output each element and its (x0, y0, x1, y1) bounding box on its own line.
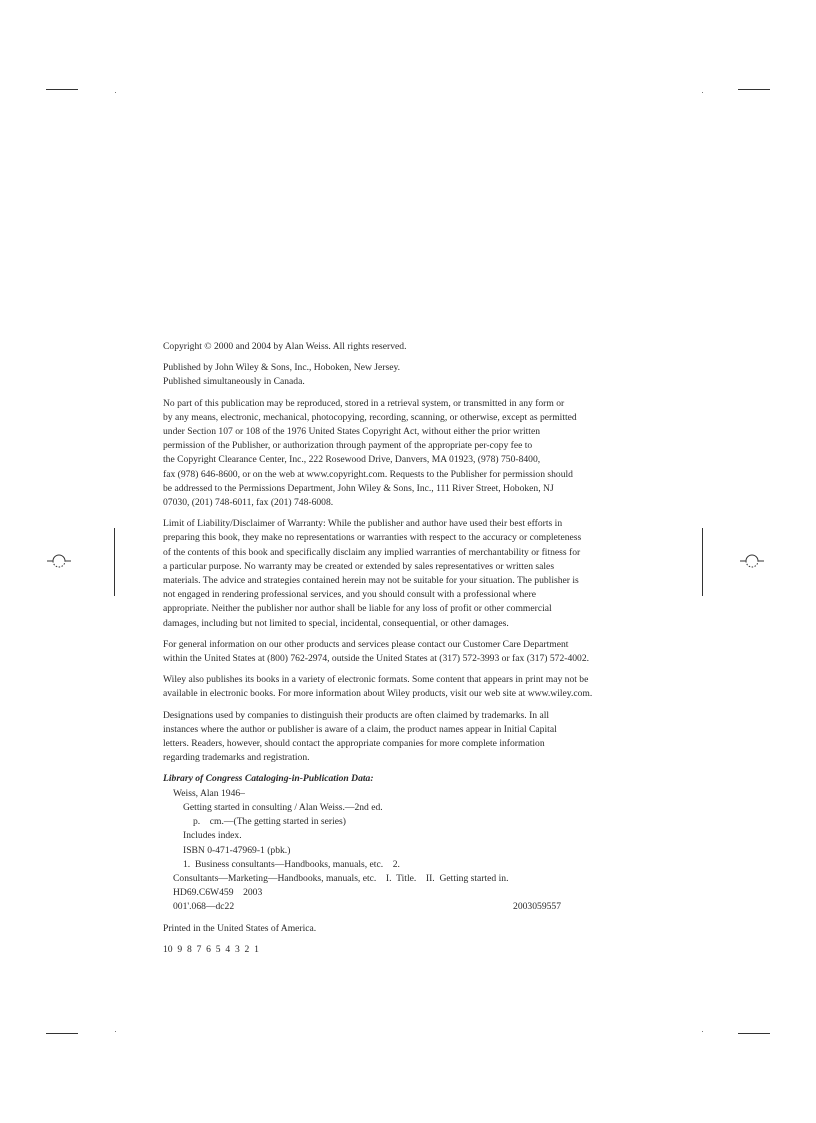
published-line: Published by John Wiley & Sons, Inc., Hoboken, New Jersey. (163, 362, 401, 374)
liability-line: not engaged in rendering professional services, and you should consult with a professional where (163, 589, 536, 601)
trademarks-line: regarding trademarks and registration. (163, 752, 310, 764)
margin-line-left (114, 528, 115, 596)
printed-in-line: Printed in the United States of America. (163, 922, 317, 934)
liability-line: materials. The advice and strategies contained herein may not be suitable for your situation. The publisher is (163, 575, 579, 587)
permissions-line: permission of the Publisher, or authorization through payment of the appropriate per-copy fee to (163, 440, 533, 452)
trim-dot-top-left (115, 92, 116, 93)
trademarks-notice (163, 709, 648, 766)
permissions-line: the Copyright Clearance Center, Inc., 222 Rosewood Drive, Danvers, MA 01923, (978) 750-8400, (163, 454, 541, 466)
cip-heading: Library of Congress Cataloging-in-Publication Data: (163, 773, 374, 785)
liability-line: a particular purpose. No warranty may be created or extended by sales representatives or written sales (163, 560, 555, 572)
cip-dewey-row (163, 900, 648, 914)
liability-disclaimer (163, 517, 648, 631)
registration-mark-right-icon (740, 549, 764, 573)
cip-index: Includes index. (183, 830, 242, 842)
crop-mark-bottom-left (46, 1033, 78, 1034)
crop-mark-top-right (738, 89, 770, 90)
cip-lccn: 2003059557 (513, 901, 561, 913)
liability-line: of the contents of this book and specifically disclaim any implied warranties of merchantability or fitness for (163, 546, 581, 558)
liability-line: Limit of Liability/Disclaimer of Warranty: While the publisher and author have used their best efforts in (163, 518, 563, 530)
trim-dot-top-right (702, 92, 703, 93)
general-information (163, 638, 648, 666)
copyright-page (163, 340, 648, 964)
cip-data (163, 772, 648, 914)
cip-title: Getting started in consulting / Alan Weiss.—2nd ed. (183, 801, 383, 813)
cip-author: Weiss, Alan 1946– (173, 787, 245, 799)
print-number-line: 10 9 8 7 6 5 4 3 2 1 (163, 943, 259, 955)
permissions-line: fax (978) 646-8600, or on the web at www.copyright.com. Requests to the Publisher for permission should (163, 468, 573, 480)
cip-isbn: ISBN 0-471-47969-1 (pbk.) (183, 844, 291, 856)
trim-dot-bottom-right (702, 1031, 703, 1032)
electronic-formats (163, 673, 648, 701)
trim-dot-bottom-left (115, 1031, 116, 1032)
cip-classification: HD69.C6W459 2003 (173, 887, 263, 899)
permissions-line: 07030, (201) 748-6011, fax (201) 748-6008. (163, 497, 334, 509)
margin-line-right (702, 528, 703, 596)
publisher-statement (163, 361, 648, 389)
general-info-line: For general information on our other products and services please contact our Customer Care Department (163, 638, 569, 650)
printed-in-statement (163, 922, 648, 936)
printing-line (163, 943, 648, 957)
liability-line: preparing this book, they make no representations or warranties with respect to the accuracy or completeness (163, 532, 582, 544)
copyright-statement (163, 340, 648, 354)
electronic-line: Wiley also publishes its books in a variety of electronic formats. Some content that appears in print may not be (163, 674, 589, 686)
trademarks-line: instances where the author or publisher is aware of a claim, the product names appear in Initial Capital (163, 723, 557, 735)
cip-subject: Consultants—Marketing—Handbooks, manuals, etc. I. Title. II. Getting started in. (173, 872, 509, 884)
crop-mark-top-left (46, 89, 78, 90)
permissions-paragraph (163, 397, 648, 511)
trademarks-line: letters. Readers, however, should contact the appropriate companies for more complete information (163, 738, 545, 750)
trademarks-line: Designations used by companies to distinguish their products are often claimed by trademarks. In all (163, 709, 550, 721)
permissions-line: by any means, electronic, mechanical, photocopying, recording, scanning, or otherwise, except as permitted (163, 411, 577, 423)
cip-subject: 1. Business consultants—Handbooks, manuals, etc. 2. (183, 858, 400, 870)
cip-dewey: 001'.068—dc22 (173, 901, 235, 913)
permissions-line: be addressed to the Permissions Department, John Wiley & Sons, Inc., 111 River Street, Hoboken, NJ (163, 482, 554, 494)
copyright-line: Copyright © 2000 and 2004 by Alan Weiss. All rights reserved. (163, 341, 407, 352)
permissions-line: No part of this publication may be reproduced, stored in a retrieval system, or transmitted in any form or (163, 397, 565, 409)
general-info-line: within the United States at (800) 762-2974, outside the United States at (317) 572-3993 or fax (317) 572-4002. (163, 653, 590, 665)
electronic-line: available in electronic books. For more information about Wiley products, visit our web site at www.wiley.com. (163, 688, 593, 700)
published-line: Published simultaneously in Canada. (163, 376, 305, 388)
permissions-line: under Section 107 or 108 of the 1976 United States Copyright Act, without either the prior written (163, 426, 541, 438)
liability-line: damages, including but not limited to special, incidental, consequential, or other damages. (163, 617, 509, 629)
registration-mark-left-icon (47, 549, 71, 573)
cip-pages: p. cm.—(The getting started in series) (193, 816, 346, 828)
liability-line: appropriate. Neither the publisher nor author shall be liable for any loss of profit or other commercial (163, 603, 552, 615)
crop-mark-bottom-right (738, 1033, 770, 1034)
